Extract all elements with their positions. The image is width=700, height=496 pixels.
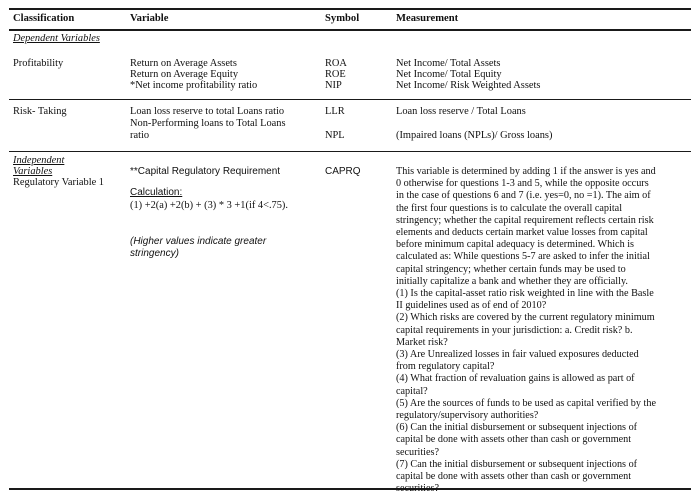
measurement-line: initially capitalize a bank and whether they are officially. <box>396 275 628 287</box>
measurement-line: securities? <box>396 483 439 495</box>
top-rule <box>9 8 691 10</box>
measurement-line: (2) Which risks are covered by the current regulatory minimum <box>396 312 655 324</box>
measurement-line: elements and deducts certain market value losses from capital <box>396 227 648 239</box>
risk-measurement-2: (Impaired loans (NPLs)/ Gross loans) <box>396 130 553 141</box>
caprq-symbol: CAPRQ <box>325 166 361 177</box>
profitability-classification: Profitability <box>13 58 64 69</box>
measurement-line: before minimum capital adequacy is determined. Which is <box>396 239 635 251</box>
measurement-line: the first four questions is to calculate the overall capital <box>396 202 623 214</box>
risk-variable-2: Non-Performing loans to Total Loans <box>130 118 286 129</box>
risk-classification: Risk- Taking <box>13 106 67 117</box>
capital-requirement-variable: **Capital Regulatory Requirement <box>130 166 281 177</box>
measurement-line: (6) Can the initial disbursement or subsequent injections of <box>396 422 638 434</box>
risk-variable-3: ratio <box>130 130 150 141</box>
risk-variable-1: Loan loss reserve to total Loans ratio <box>130 106 285 117</box>
measurement-line: capital requirements in your jurisdiction: a. Credit risk? b. <box>396 324 633 336</box>
caprq-measurement <box>396 166 686 495</box>
risk-symbol-1: LLR <box>325 106 345 117</box>
stringency-note-1: (Higher values indicate greater <box>130 236 267 247</box>
measurement-line: capital be done with assets other than cash or government <box>396 471 632 483</box>
profitability-measurement-3: Net Income/ Risk Weighted Assets <box>396 80 541 91</box>
header-symbol: Symbol <box>325 13 360 24</box>
measurement-line: (5) Are the sources of funds to be used as capital verified by the <box>396 397 656 409</box>
measurement-line: from regulatory capital? <box>396 361 495 373</box>
calculation-label: Calculation: <box>130 187 183 198</box>
profitability-measurement-1: Net Income/ Total Assets <box>396 58 501 69</box>
header-variable: Variable <box>130 13 169 24</box>
measurement-line: 0 otherwise for questions 1-3 and 5, while the opposite occurs <box>396 178 649 190</box>
measurement-line: (7) Can the initial disbursement or subsequent injections of <box>396 458 638 470</box>
measurement-line: stringency; whether the capital requirement reflects certain risk <box>396 214 654 226</box>
stringency-note-2: stringency) <box>130 248 179 259</box>
measurement-line: regulatory/supervisory authorities? <box>396 410 539 422</box>
row-rule-1 <box>9 99 691 100</box>
measurement-line: This variable is determined by adding 1 if the answer is yes and <box>396 166 656 177</box>
measurement-line: capital be done with assets other than cash or government <box>396 434 632 446</box>
measurement-line: securities? <box>396 446 439 458</box>
regulatory-classification: Regulatory Variable 1 <box>13 177 104 188</box>
measurement-line: (4) What fraction of revaluation gains is allowed as part of <box>396 373 635 385</box>
row-rule-2 <box>9 151 691 152</box>
risk-measurement-1: Loan loss reserve / Total Loans <box>396 106 526 117</box>
profitability-variable-2: Return on Average Equity <box>130 69 239 80</box>
profitability-symbol-2: ROE <box>325 69 346 80</box>
independent-section-label-2: Variables <box>13 166 53 177</box>
measurement-line: Market risk? <box>396 336 448 348</box>
risk-symbol-2: NPL <box>325 130 345 141</box>
profitability-measurement-2: Net Income/ Total Equity <box>396 69 502 80</box>
header-rule <box>9 29 691 31</box>
measurement-line: capital stringency; whether certain funds may be used to <box>396 263 626 275</box>
header-measurement: Measurement <box>396 13 459 24</box>
profitability-symbol-3: NIP <box>325 80 342 91</box>
measurement-line: (1) Is the capital-asset ratio risk weighted in line with the Basle <box>396 288 654 300</box>
profitability-variable-1: Return on Average Assets <box>130 58 237 69</box>
calculation-formula: (1) +2(a) +2(b) + (3) * 3 +1(if 4<.75). <box>130 200 288 211</box>
independent-section-label-1: Independent <box>13 155 65 166</box>
measurement-line: II guidelines used as of end of 2010? <box>396 300 547 312</box>
dependent-section-label: Dependent Variables <box>13 33 100 44</box>
header-classification: Classification <box>13 13 75 24</box>
measurement-line: in the case of questions 6 and 7 (i.e. yes=0, no =1). The aim of <box>396 190 651 202</box>
measurement-line: capital? <box>396 385 428 397</box>
measurement-line: calculated as: While questions 5-7 are asked to infer the initial <box>396 251 650 263</box>
profitability-variable-3: *Net income profitability ratio <box>130 80 258 91</box>
profitability-symbol-1: ROA <box>325 58 347 69</box>
measurement-line: (3) Are Unrealized losses in fair valued exposures deducted <box>396 349 639 361</box>
